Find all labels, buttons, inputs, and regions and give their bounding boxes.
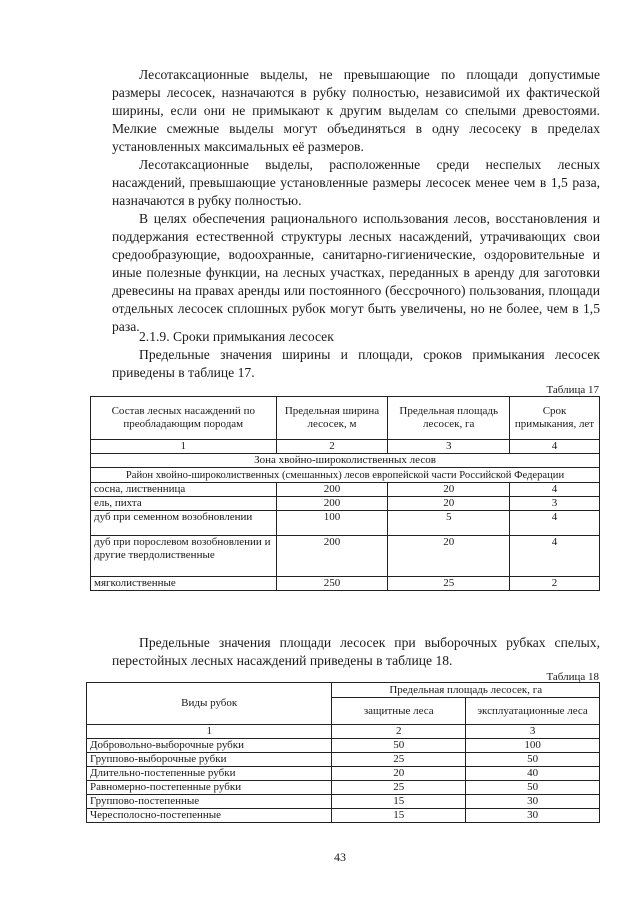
table-18-caption: Таблица 18 [546, 671, 599, 683]
species-cell: мягколиственные [91, 577, 277, 591]
table-row [91, 483, 600, 497]
term-cell: 2 [510, 577, 600, 591]
table-row [87, 795, 600, 809]
protect-cell: 15 [332, 809, 466, 823]
width-cell: 200 [276, 536, 388, 577]
paragraph-text: В целях обеспечения рационального использования лесов, восстановления и поддержания естественной структуры лесных насаждений, утрачивающих свои средообразующие, водоохранные, санитарно-гигиенические, оздоровительные и иные полезные функции, на лесных участках, переданных в аренду для заготовки древесины на правах аренды или постоянного (бессрочного) пользования, площади отдельных лесосек сплошных рубок могут быть увеличены, но не более, чем в 1,5 раза. [112, 211, 600, 334]
column-number: 1 [91, 440, 277, 454]
section-heading-text: 2.1.9. Сроки примыкания лесосек [139, 329, 334, 344]
term-cell: 4 [510, 511, 600, 536]
protect-cell: 25 [332, 781, 466, 795]
paragraph-1 [112, 66, 600, 156]
term-cell: 4 [510, 536, 600, 577]
header-cell: Предельная площадь лесосек, га [388, 397, 510, 440]
area-cell: 20 [388, 497, 510, 511]
page-number: 43 [334, 850, 346, 864]
table-17 [90, 396, 600, 591]
zone-row [91, 454, 600, 468]
column-number: 3 [466, 725, 600, 739]
paragraph-text: Предельные значения ширины и площади, сроков примыкания лесосек приведены в таблице 17. [112, 347, 600, 380]
column-number: 1 [87, 725, 332, 739]
header-cell: Предельная ширина лесосек, м [276, 397, 388, 440]
exploit-cell: 100 [466, 739, 600, 753]
species-cell: дуб при семенном возобновлении [91, 511, 277, 536]
exploit-cell: 50 [466, 753, 600, 767]
exploit-cell: 40 [466, 767, 600, 781]
exploit-cell: 30 [466, 795, 600, 809]
term-cell: 4 [510, 483, 600, 497]
protect-cell: 15 [332, 795, 466, 809]
table-row [87, 781, 600, 795]
protect-cell: 50 [332, 739, 466, 753]
table-17-caption: Таблица 17 [546, 384, 599, 396]
region-row [91, 468, 600, 483]
paragraph-text: Лесотаксационные выделы, расположенные среди неспелых лесных насаждений, превышающие установленные размеры лесосек менее чем в 1,5 раза, назначаются в рубку полностью. [112, 157, 600, 208]
table-18 [86, 682, 600, 823]
cut-type-cell: Добровольно-выборочные рубки [87, 739, 332, 753]
exploit-cell: 50 [466, 781, 600, 795]
table-row [91, 511, 600, 536]
species-cell: дуб при порослевом возобновлении и другие твердолиственные [91, 536, 277, 577]
term-cell: 3 [510, 497, 600, 511]
paragraph-5 [112, 634, 600, 670]
header-cell: Виды рубок [87, 683, 332, 725]
table-row [87, 753, 600, 767]
header-cell: Состав лесных насаждений по преобладающим породам [91, 397, 277, 440]
exploit-cell: 30 [466, 809, 600, 823]
cut-type-cell: Равномерно-постепенные рубки [87, 781, 332, 795]
table-row [87, 809, 600, 823]
column-number-row [87, 725, 600, 739]
paragraph-3 [112, 210, 600, 336]
zone-label: Зона хвойно-широколиственных лесов [91, 454, 600, 468]
species-cell: сосна, лиственница [91, 483, 277, 497]
cut-type-cell: Группово-постепенные [87, 795, 332, 809]
cut-type-cell: Длительно-постепенные рубки [87, 767, 332, 781]
table-row [91, 577, 600, 591]
area-cell: 5 [388, 511, 510, 536]
column-number-row [91, 440, 600, 454]
paragraph-text: Предельные значения площади лесосек при выборочных рубках спелых, перестойных лесных насаждений приведены в таблице 18. [112, 635, 600, 668]
width-cell: 250 [276, 577, 388, 591]
width-cell: 200 [276, 483, 388, 497]
header-group-cell: Предельная площадь лесосек, га [332, 683, 600, 698]
table-header-row [87, 683, 600, 698]
subheader-cell: эксплуатационные леса [466, 698, 600, 725]
subheader-cell: защитные леса [332, 698, 466, 725]
table-row [87, 739, 600, 753]
species-cell: ель, пихта [91, 497, 277, 511]
section-heading [112, 328, 600, 346]
area-cell: 20 [388, 536, 510, 577]
cut-type-cell: Чересполосно-постепенные [87, 809, 332, 823]
width-cell: 200 [276, 497, 388, 511]
paragraph-4 [112, 346, 600, 382]
protect-cell: 20 [332, 767, 466, 781]
column-number: 2 [332, 725, 466, 739]
column-number: 2 [276, 440, 388, 454]
paragraph-text: Лесотаксационные выделы, не превышающие по площади допустимые размеры лесосек, назначаются в рубку полностью, независимой их фактической ширины, если они не примыкают к другим выделам со спелыми древостоями. Мелкие смежные выделы могут объединяться в одну лесосеку в пределах установленных максимальных её размеров. [112, 67, 600, 154]
column-number: 4 [510, 440, 600, 454]
area-cell: 25 [388, 577, 510, 591]
table-row [91, 497, 600, 511]
paragraph-2 [112, 156, 600, 210]
table-row [87, 767, 600, 781]
cut-type-cell: Группово-выборочные рубки [87, 753, 332, 767]
protect-cell: 25 [332, 753, 466, 767]
area-cell: 20 [388, 483, 510, 497]
table-row [91, 536, 600, 577]
column-number: 3 [388, 440, 510, 454]
width-cell: 100 [276, 511, 388, 536]
region-label: Район хвойно-широколиственных (смешанных) лесов европейской части Российской Федерации [91, 468, 600, 483]
header-cell: Срок примыкания, лет [510, 397, 600, 440]
table-header-row [91, 397, 600, 440]
